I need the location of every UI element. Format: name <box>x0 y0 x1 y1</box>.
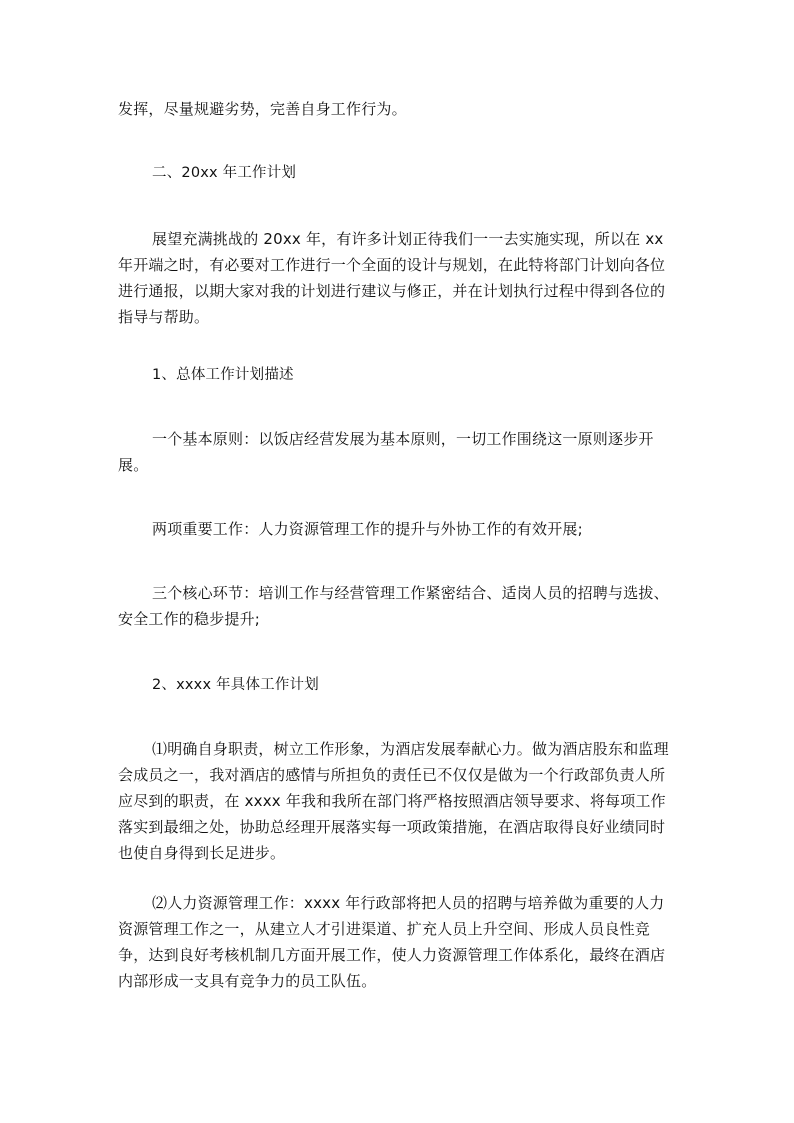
paragraph-outlook: 展望充满挑战的 20xx 年，有许多计划正待我们一一去实施实现，所以在 xx 年开端之时，有必要对工作进行一个全面的设计与规划，在此特将部门计划向各位进行通报，以期大家对我的计划进行建议与修正，并在计划执行过程中得到各位的指导与帮助。 <box>118 230 666 326</box>
subsection-heading-1: 1、总体工作计划描述 <box>152 367 294 383</box>
paragraph-basic-principle: 一个基本原则：以饭店经营发展为基本原则，一切工作围绕这一原则逐步开展。 <box>118 430 654 474</box>
section-heading-2: 二、20xx 年工作计划 <box>152 165 297 181</box>
paragraph-item-2: ⑵人力资源管理工作：xxxx 年行政部将把人员的招聘与培养做为重要的人力资源管理工作之一，从建立人才引进渠道、扩充人员上升空间、形成人员良性竞争，达到良好考核机制几方面开展工作，使人力资源管理工作体系化，最终在酒店内部形成一支具有竞争力的员工队伍。 <box>118 894 666 990</box>
paragraph-three-core-links: 三个核心环节：培训工作与经营管理工作紧密结合、适岗人员的招聘与选拔、安全工作的稳步提升; <box>118 584 669 628</box>
paragraph-two-key-tasks: 两项重要工作：人力资源管理工作的提升与外协工作的有效开展; <box>152 520 583 538</box>
paragraph-item-1: ⑴明确自身职责，树立工作形象，为酒店发展奉献心力。做为酒店股东和监理会成员之一，我对酒店的感情与所担负的责任已不仅仅是做为一个行政部负责人所应尽到的职责，在 xxxx 年我和我所在部门将严格按照酒店领导要求、将每项工作落实到最细之处，协助总经理开展落实每一项政策措施，在酒店取得良好业绩同时也使自身得到长足进步。 <box>118 740 669 862</box>
paragraph-continuation: 发挥，尽量规避劣势，完善自身工作行为。 <box>118 100 407 118</box>
subsection-heading-2: 2、xxxx 年具体工作计划 <box>152 677 319 693</box>
